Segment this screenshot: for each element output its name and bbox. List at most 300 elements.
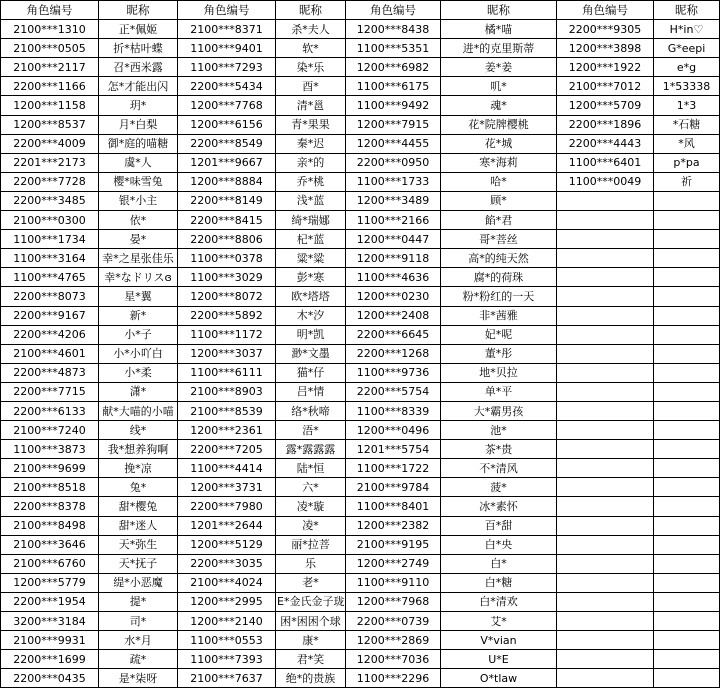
- role-id-cell: 2200***5892: [178, 306, 276, 325]
- role-id-cell: 2200***1699: [1, 650, 99, 669]
- role-id-cell: 1200***8537: [1, 115, 99, 134]
- nickname-cell: 董*彤: [441, 344, 557, 363]
- nickname-cell: 彭*寒: [276, 268, 346, 287]
- nickname-cell: 凌*: [276, 516, 346, 535]
- nickname-cell: 绝*的贵族: [276, 669, 346, 688]
- table-body: [1, 20, 720, 688]
- nickname-cell: 幸*之星张佳乐: [99, 249, 178, 268]
- table-row: [1, 172, 720, 191]
- nickname-cell: [654, 363, 720, 382]
- role-id-cell: [557, 573, 654, 592]
- role-id-cell: 2100***4601: [1, 344, 99, 363]
- table-row: [1, 153, 720, 172]
- nickname-cell: O*tlaw: [441, 669, 557, 688]
- nickname-cell: [654, 478, 720, 497]
- nickname-cell: 我*想养狗啊: [99, 440, 178, 459]
- role-id-cell: [557, 191, 654, 210]
- role-id-cell: 1100***7293: [178, 58, 276, 77]
- nickname-cell: p*pa: [654, 153, 720, 172]
- nickname-cell: 浯*: [276, 421, 346, 440]
- nickname-cell: 是*柒呀: [99, 669, 178, 688]
- table-row: [1, 249, 720, 268]
- nickname-cell: [654, 344, 720, 363]
- nickname-cell: 君*笑: [276, 650, 346, 669]
- role-id-cell: 1100***5351: [346, 39, 441, 58]
- nickname-cell: 百*甜: [441, 516, 557, 535]
- nickname-cell: 水*月: [99, 631, 178, 650]
- table-row: [1, 669, 720, 688]
- nickname-cell: 寒*海莉: [441, 153, 557, 172]
- role-id-cell: 1200***5129: [178, 535, 276, 554]
- role-id-cell: 1200***0496: [346, 421, 441, 440]
- nickname-cell: 浅*蓝: [276, 191, 346, 210]
- role-id-cell: 2200***9167: [1, 306, 99, 325]
- nickname-cell: 新*: [99, 306, 178, 325]
- nickname-cell: 甜*迷人: [99, 516, 178, 535]
- role-id-cell: 1200***8072: [178, 287, 276, 306]
- nickname-cell: 绮*瑞娜: [276, 211, 346, 230]
- role-id-cell: 1200***3731: [178, 478, 276, 497]
- role-id-cell: 1100***4636: [346, 268, 441, 287]
- role-id-cell: 2200***7728: [1, 172, 99, 191]
- nickname-cell: 吕*情: [276, 382, 346, 401]
- table-row: [1, 497, 720, 516]
- nickname-cell: 清*邕: [276, 96, 346, 115]
- nickname-cell: 露*露露露: [276, 440, 346, 459]
- nickname-cell: *石糖: [654, 115, 720, 134]
- nickname-cell: 粱*粱: [276, 249, 346, 268]
- nickname-cell: 六*: [276, 478, 346, 497]
- nickname-cell: 络*秋啼: [276, 401, 346, 420]
- nickname-cell: 乔*桃: [276, 172, 346, 191]
- role-id-cell: 1100***3029: [178, 268, 276, 287]
- nickname-cell: [654, 401, 720, 420]
- nickname-cell: [654, 459, 720, 478]
- table-row: [1, 344, 720, 363]
- role-id-cell: [557, 554, 654, 573]
- role-id-cell: 2100***8371: [178, 20, 276, 39]
- nickname-cell: 1*3: [654, 96, 720, 115]
- role-id-cell: 2200***0739: [346, 612, 441, 631]
- nickname-cell: 叽*: [441, 77, 557, 96]
- nickname-cell: G*eepi: [654, 39, 720, 58]
- nickname-cell: [654, 497, 720, 516]
- role-id-cell: 2200***4009: [1, 134, 99, 153]
- nickname-cell: 秦*迟: [276, 134, 346, 153]
- role-id-cell: 2200***1954: [1, 592, 99, 611]
- role-id-cell: 2100***7240: [1, 421, 99, 440]
- role-id-cell: 2100***8518: [1, 478, 99, 497]
- role-id-cell: 2100***1310: [1, 20, 99, 39]
- role-id-cell: 1200***5709: [557, 96, 654, 115]
- nickname-cell: 白*: [441, 554, 557, 573]
- role-id-cell: 2100***8903: [178, 382, 276, 401]
- column-header-role-id: 角色编号: [1, 1, 99, 20]
- role-id-cell: 2200***1896: [557, 115, 654, 134]
- role-id-cell: [557, 612, 654, 631]
- role-id-cell: 2200***9305: [557, 20, 654, 39]
- role-id-cell: [557, 287, 654, 306]
- nickname-cell: 花*院牌樱桃: [441, 115, 557, 134]
- role-id-cell: 1100***8339: [346, 401, 441, 420]
- nickname-cell: V*vian: [441, 631, 557, 650]
- nickname-cell: 单*平: [441, 382, 557, 401]
- role-id-cell: [557, 650, 654, 669]
- table-row: [1, 440, 720, 459]
- role-id-cell: 1100***1172: [178, 325, 276, 344]
- table-row: [1, 421, 720, 440]
- nickname-cell: H*in♡: [654, 20, 720, 39]
- role-id-cell: [557, 516, 654, 535]
- nickname-cell: 魂*: [441, 96, 557, 115]
- nickname-cell: 欧*塔塔: [276, 287, 346, 306]
- nickname-cell: [654, 631, 720, 650]
- role-id-cell: [557, 497, 654, 516]
- nickname-cell: 白*糖: [441, 573, 557, 592]
- nickname-cell: 御*庭的喵糖: [99, 134, 178, 153]
- nickname-cell: 疏*: [99, 650, 178, 669]
- role-id-cell: 1100***6401: [557, 153, 654, 172]
- role-id-cell: 2200***7715: [1, 382, 99, 401]
- role-id-cell: [557, 440, 654, 459]
- nickname-cell: [654, 421, 720, 440]
- role-id-cell: 1100***0049: [557, 172, 654, 191]
- role-id-cell: 1100***0378: [178, 249, 276, 268]
- nickname-cell: *风: [654, 134, 720, 153]
- nickname-cell: 甜*樱兔: [99, 497, 178, 516]
- table-row: [1, 459, 720, 478]
- nickname-cell: 天*弥生: [99, 535, 178, 554]
- table-row: [1, 191, 720, 210]
- nickname-cell: 依*: [99, 211, 178, 230]
- role-id-cell: 1100***8401: [346, 497, 441, 516]
- nickname-cell: 青*果果: [276, 115, 346, 134]
- nickname-cell: 艾*: [441, 612, 557, 631]
- table-row: [1, 612, 720, 631]
- role-id-cell: [557, 325, 654, 344]
- nickname-cell: 司*: [99, 612, 178, 631]
- role-id-cell: 2100***0505: [1, 39, 99, 58]
- nickname-cell: 花*城: [441, 134, 557, 153]
- role-id-cell: 1200***9118: [346, 249, 441, 268]
- nickname-cell: 高*的纯天然: [441, 249, 557, 268]
- nickname-cell: 杀*夫人: [276, 20, 346, 39]
- role-id-cell: 1200***3037: [178, 344, 276, 363]
- nickname-cell: 餡*君: [441, 211, 557, 230]
- role-id-cell: 1200***0447: [346, 230, 441, 249]
- nickname-cell: 晏*: [99, 230, 178, 249]
- nickname-cell: 腐*的荷珠: [441, 268, 557, 287]
- role-id-cell: 1100***4765: [1, 268, 99, 287]
- role-id-cell: 1100***1733: [346, 172, 441, 191]
- role-id-cell: 2200***5754: [346, 382, 441, 401]
- role-id-cell: 1200***2408: [346, 306, 441, 325]
- table-row: [1, 401, 720, 420]
- nickname-cell: [654, 211, 720, 230]
- nickname-cell: 樱*味雪兔: [99, 172, 178, 191]
- nickname-cell: 缇*小恶魔: [99, 573, 178, 592]
- role-id-cell: 2100***3646: [1, 535, 99, 554]
- role-id-cell: 2200***6133: [1, 401, 99, 420]
- role-id-cell: [557, 344, 654, 363]
- role-id-cell: 1200***4455: [346, 134, 441, 153]
- role-id-cell: [557, 669, 654, 688]
- nickname-cell: 酉*: [276, 77, 346, 96]
- nickname-cell: 大*霸男孩: [441, 401, 557, 420]
- role-id-cell: 1200***3489: [346, 191, 441, 210]
- nickname-cell: 玥*: [99, 96, 178, 115]
- role-id-cell: 2200***1166: [1, 77, 99, 96]
- role-id-cell: 1200***2749: [346, 554, 441, 573]
- role-id-cell: [557, 249, 654, 268]
- role-id-cell: [557, 401, 654, 420]
- table-row: [1, 516, 720, 535]
- table-row: [1, 39, 720, 58]
- nickname-cell: E*金氏金子珑: [276, 592, 346, 611]
- role-id-cell: 1100***6175: [346, 77, 441, 96]
- column-header-role-id: 角色编号: [346, 1, 441, 20]
- nickname-cell: 潇*: [99, 382, 178, 401]
- role-id-cell: [557, 382, 654, 401]
- role-id-cell: 1100***6111: [178, 363, 276, 382]
- nickname-cell: [654, 325, 720, 344]
- role-id-cell: 2100***6760: [1, 554, 99, 573]
- table-row: [1, 230, 720, 249]
- table-row: [1, 306, 720, 325]
- table-header-row: [1, 1, 720, 20]
- role-id-cell: 2200***7980: [178, 497, 276, 516]
- role-id-cell: 1100***1722: [346, 459, 441, 478]
- role-id-cell: 1100***2166: [346, 211, 441, 230]
- nickname-cell: 亲*的: [276, 153, 346, 172]
- role-id-cell: 2200***0950: [346, 153, 441, 172]
- nickname-cell: 明*凯: [276, 325, 346, 344]
- nickname-cell: [654, 191, 720, 210]
- table-row: [1, 96, 720, 115]
- nickname-cell: 白*清欢: [441, 592, 557, 611]
- role-id-cell: 2200***5434: [178, 77, 276, 96]
- nickname-cell: 橘*喵: [441, 20, 557, 39]
- role-id-cell: 2100***9931: [1, 631, 99, 650]
- nickname-cell: U*E: [441, 650, 557, 669]
- role-id-cell: 2100***7637: [178, 669, 276, 688]
- table-row: [1, 287, 720, 306]
- nickname-cell: [654, 306, 720, 325]
- nickname-cell: 提*: [99, 592, 178, 611]
- role-id-cell: [557, 421, 654, 440]
- role-id-cell: 1100***9110: [346, 573, 441, 592]
- nickname-cell: 兔*: [99, 478, 178, 497]
- table-row: [1, 268, 720, 287]
- nickname-cell: 不*清风: [441, 459, 557, 478]
- nickname-cell: [654, 592, 720, 611]
- role-id-cell: 1100***3164: [1, 249, 99, 268]
- nickname-cell: 木*汐: [276, 306, 346, 325]
- nickname-cell: 折*枯叶蝶: [99, 39, 178, 58]
- table-row: [1, 115, 720, 134]
- table-row: [1, 650, 720, 669]
- role-id-cell: 2200***0435: [1, 669, 99, 688]
- role-id-cell: [557, 478, 654, 497]
- nickname-cell: 姜*姜: [441, 58, 557, 77]
- role-id-cell: 1200***8884: [178, 172, 276, 191]
- role-id-cell: 1100***7393: [178, 650, 276, 669]
- nickname-cell: 茶*贵: [441, 440, 557, 459]
- nickname-cell: [654, 516, 720, 535]
- nickname-cell: [654, 268, 720, 287]
- role-id-cell: [557, 211, 654, 230]
- nickname-cell: 妃*呢: [441, 325, 557, 344]
- nickname-cell: 线*: [99, 421, 178, 440]
- role-id-cell: 3200***3184: [1, 612, 99, 631]
- role-id-cell: 2200***8806: [178, 230, 276, 249]
- nickname-cell: 月*白梨: [99, 115, 178, 134]
- nickname-cell: 银*小主: [99, 191, 178, 210]
- role-id-cell: 1200***6982: [346, 58, 441, 77]
- role-id-cell: 2100***9784: [346, 478, 441, 497]
- table-row: [1, 363, 720, 382]
- role-id-cell: 2100***7012: [557, 77, 654, 96]
- column-header-nickname: 昵称: [654, 1, 720, 20]
- role-id-cell: 2200***8549: [178, 134, 276, 153]
- role-id-cell: 2200***4443: [557, 134, 654, 153]
- role-id-cell: 1200***1158: [1, 96, 99, 115]
- column-header-nickname: 昵称: [441, 1, 557, 20]
- table-row: [1, 382, 720, 401]
- nickname-cell: 顾*: [441, 191, 557, 210]
- nickname-cell: 正*佩姬: [99, 20, 178, 39]
- nickname-cell: [654, 573, 720, 592]
- nickname-cell: 哈*: [441, 172, 557, 191]
- role-id-cell: 1200***2361: [178, 421, 276, 440]
- nickname-cell: 怎*才能出闪: [99, 77, 178, 96]
- role-id-cell: 1200***5779: [1, 573, 99, 592]
- table-row: [1, 592, 720, 611]
- nickname-cell: e*g: [654, 58, 720, 77]
- nickname-cell: [654, 535, 720, 554]
- role-id-cell: 1100***2296: [346, 669, 441, 688]
- role-id-cell: 2100***4024: [178, 573, 276, 592]
- nickname-cell: 康*: [276, 631, 346, 650]
- role-id-cell: 2100***8498: [1, 516, 99, 535]
- role-id-cell: 2201***2173: [1, 153, 99, 172]
- column-header-nickname: 昵称: [276, 1, 346, 20]
- role-id-cell: 1100***4414: [178, 459, 276, 478]
- role-id-cell: 2100***0300: [1, 211, 99, 230]
- table-row: [1, 573, 720, 592]
- role-id-cell: [557, 306, 654, 325]
- table-row: [1, 58, 720, 77]
- role-id-cell: 2100***2117: [1, 58, 99, 77]
- nickname-cell: 星*翼: [99, 287, 178, 306]
- nickname-cell: 困*困困个球: [276, 612, 346, 631]
- nickname-cell: 小*柔: [99, 363, 178, 382]
- nickname-cell: 老*: [276, 573, 346, 592]
- nickname-cell: 猫*仔: [276, 363, 346, 382]
- nickname-cell: 粉*粉红的一天: [441, 287, 557, 306]
- nickname-cell: [654, 230, 720, 249]
- role-id-cell: [557, 592, 654, 611]
- column-header-role-id: 角色编号: [178, 1, 276, 20]
- role-id-cell: 2200***8415: [178, 211, 276, 230]
- role-id-cell: 2100***9195: [346, 535, 441, 554]
- nickname-cell: [654, 287, 720, 306]
- role-id-cell: 1200***0230: [346, 287, 441, 306]
- role-id-cell: 1100***9401: [178, 39, 276, 58]
- role-id-cell: 1200***8438: [346, 20, 441, 39]
- nickname-cell: 菠*: [441, 478, 557, 497]
- role-id-cell: 1200***2140: [178, 612, 276, 631]
- role-id-cell: 2200***3035: [178, 554, 276, 573]
- role-id-cell: [557, 363, 654, 382]
- role-id-cell: 2200***4873: [1, 363, 99, 382]
- nickname-cell: 1*53338: [654, 77, 720, 96]
- nickname-cell: 哥*菩丝: [441, 230, 557, 249]
- table-row: [1, 631, 720, 650]
- nickname-cell: 挽*凉: [99, 459, 178, 478]
- nickname-cell: 冰*素怀: [441, 497, 557, 516]
- column-header-nickname: 昵称: [99, 1, 178, 20]
- nickname-cell: 渺*文墨: [276, 344, 346, 363]
- role-id-cell: 1200***7915: [346, 115, 441, 134]
- nickname-cell: 小*小吖白: [99, 344, 178, 363]
- nickname-cell: 小*子: [99, 325, 178, 344]
- table-row: [1, 77, 720, 96]
- nickname-cell: 陆*恒: [276, 459, 346, 478]
- nickname-cell: 丽*拉菩: [276, 535, 346, 554]
- role-id-cell: 2200***8149: [178, 191, 276, 210]
- role-id-cell: 1201***9667: [178, 153, 276, 172]
- table-row: [1, 478, 720, 497]
- nickname-cell: 凌*璇: [276, 497, 346, 516]
- role-id-cell: [557, 535, 654, 554]
- role-id-cell: 1200***7036: [346, 650, 441, 669]
- role-id-cell: 1200***6156: [178, 115, 276, 134]
- role-id-cell: 2200***3485: [1, 191, 99, 210]
- nickname-cell: 召*西米露: [99, 58, 178, 77]
- role-id-cell: 1200***7768: [178, 96, 276, 115]
- table-row: [1, 20, 720, 39]
- nickname-cell: 白*央: [441, 535, 557, 554]
- role-id-cell: 1201***2644: [178, 516, 276, 535]
- role-id-cell: 1200***7968: [346, 592, 441, 611]
- nickname-cell: 祈: [654, 172, 720, 191]
- role-id-cell: 1100***9492: [346, 96, 441, 115]
- nickname-cell: 虞*人: [99, 153, 178, 172]
- role-id-cell: [557, 459, 654, 478]
- nickname-cell: 进*的克里斯蒂: [441, 39, 557, 58]
- role-id-cell: 1100***3873: [1, 440, 99, 459]
- nickname-cell: 染*乐: [276, 58, 346, 77]
- role-id-cell: 2100***9699: [1, 459, 99, 478]
- nickname-cell: [654, 440, 720, 459]
- table-row: [1, 325, 720, 344]
- nickname-cell: 地*贝拉: [441, 363, 557, 382]
- nickname-cell: [654, 650, 720, 669]
- nickname-cell: 杞*蓝: [276, 230, 346, 249]
- table-row: [1, 211, 720, 230]
- column-header-role-id: 角色编号: [557, 1, 654, 20]
- nickname-cell: [654, 612, 720, 631]
- nickname-cell: [654, 382, 720, 401]
- nickname-cell: [654, 669, 720, 688]
- nickname-cell: [654, 554, 720, 573]
- nickname-cell: 天*抚子: [99, 554, 178, 573]
- role-id-cell: 2100***8539: [178, 401, 276, 420]
- table-row: [1, 134, 720, 153]
- nickname-cell: 软*: [276, 39, 346, 58]
- role-id-cell: 2200***1268: [346, 344, 441, 363]
